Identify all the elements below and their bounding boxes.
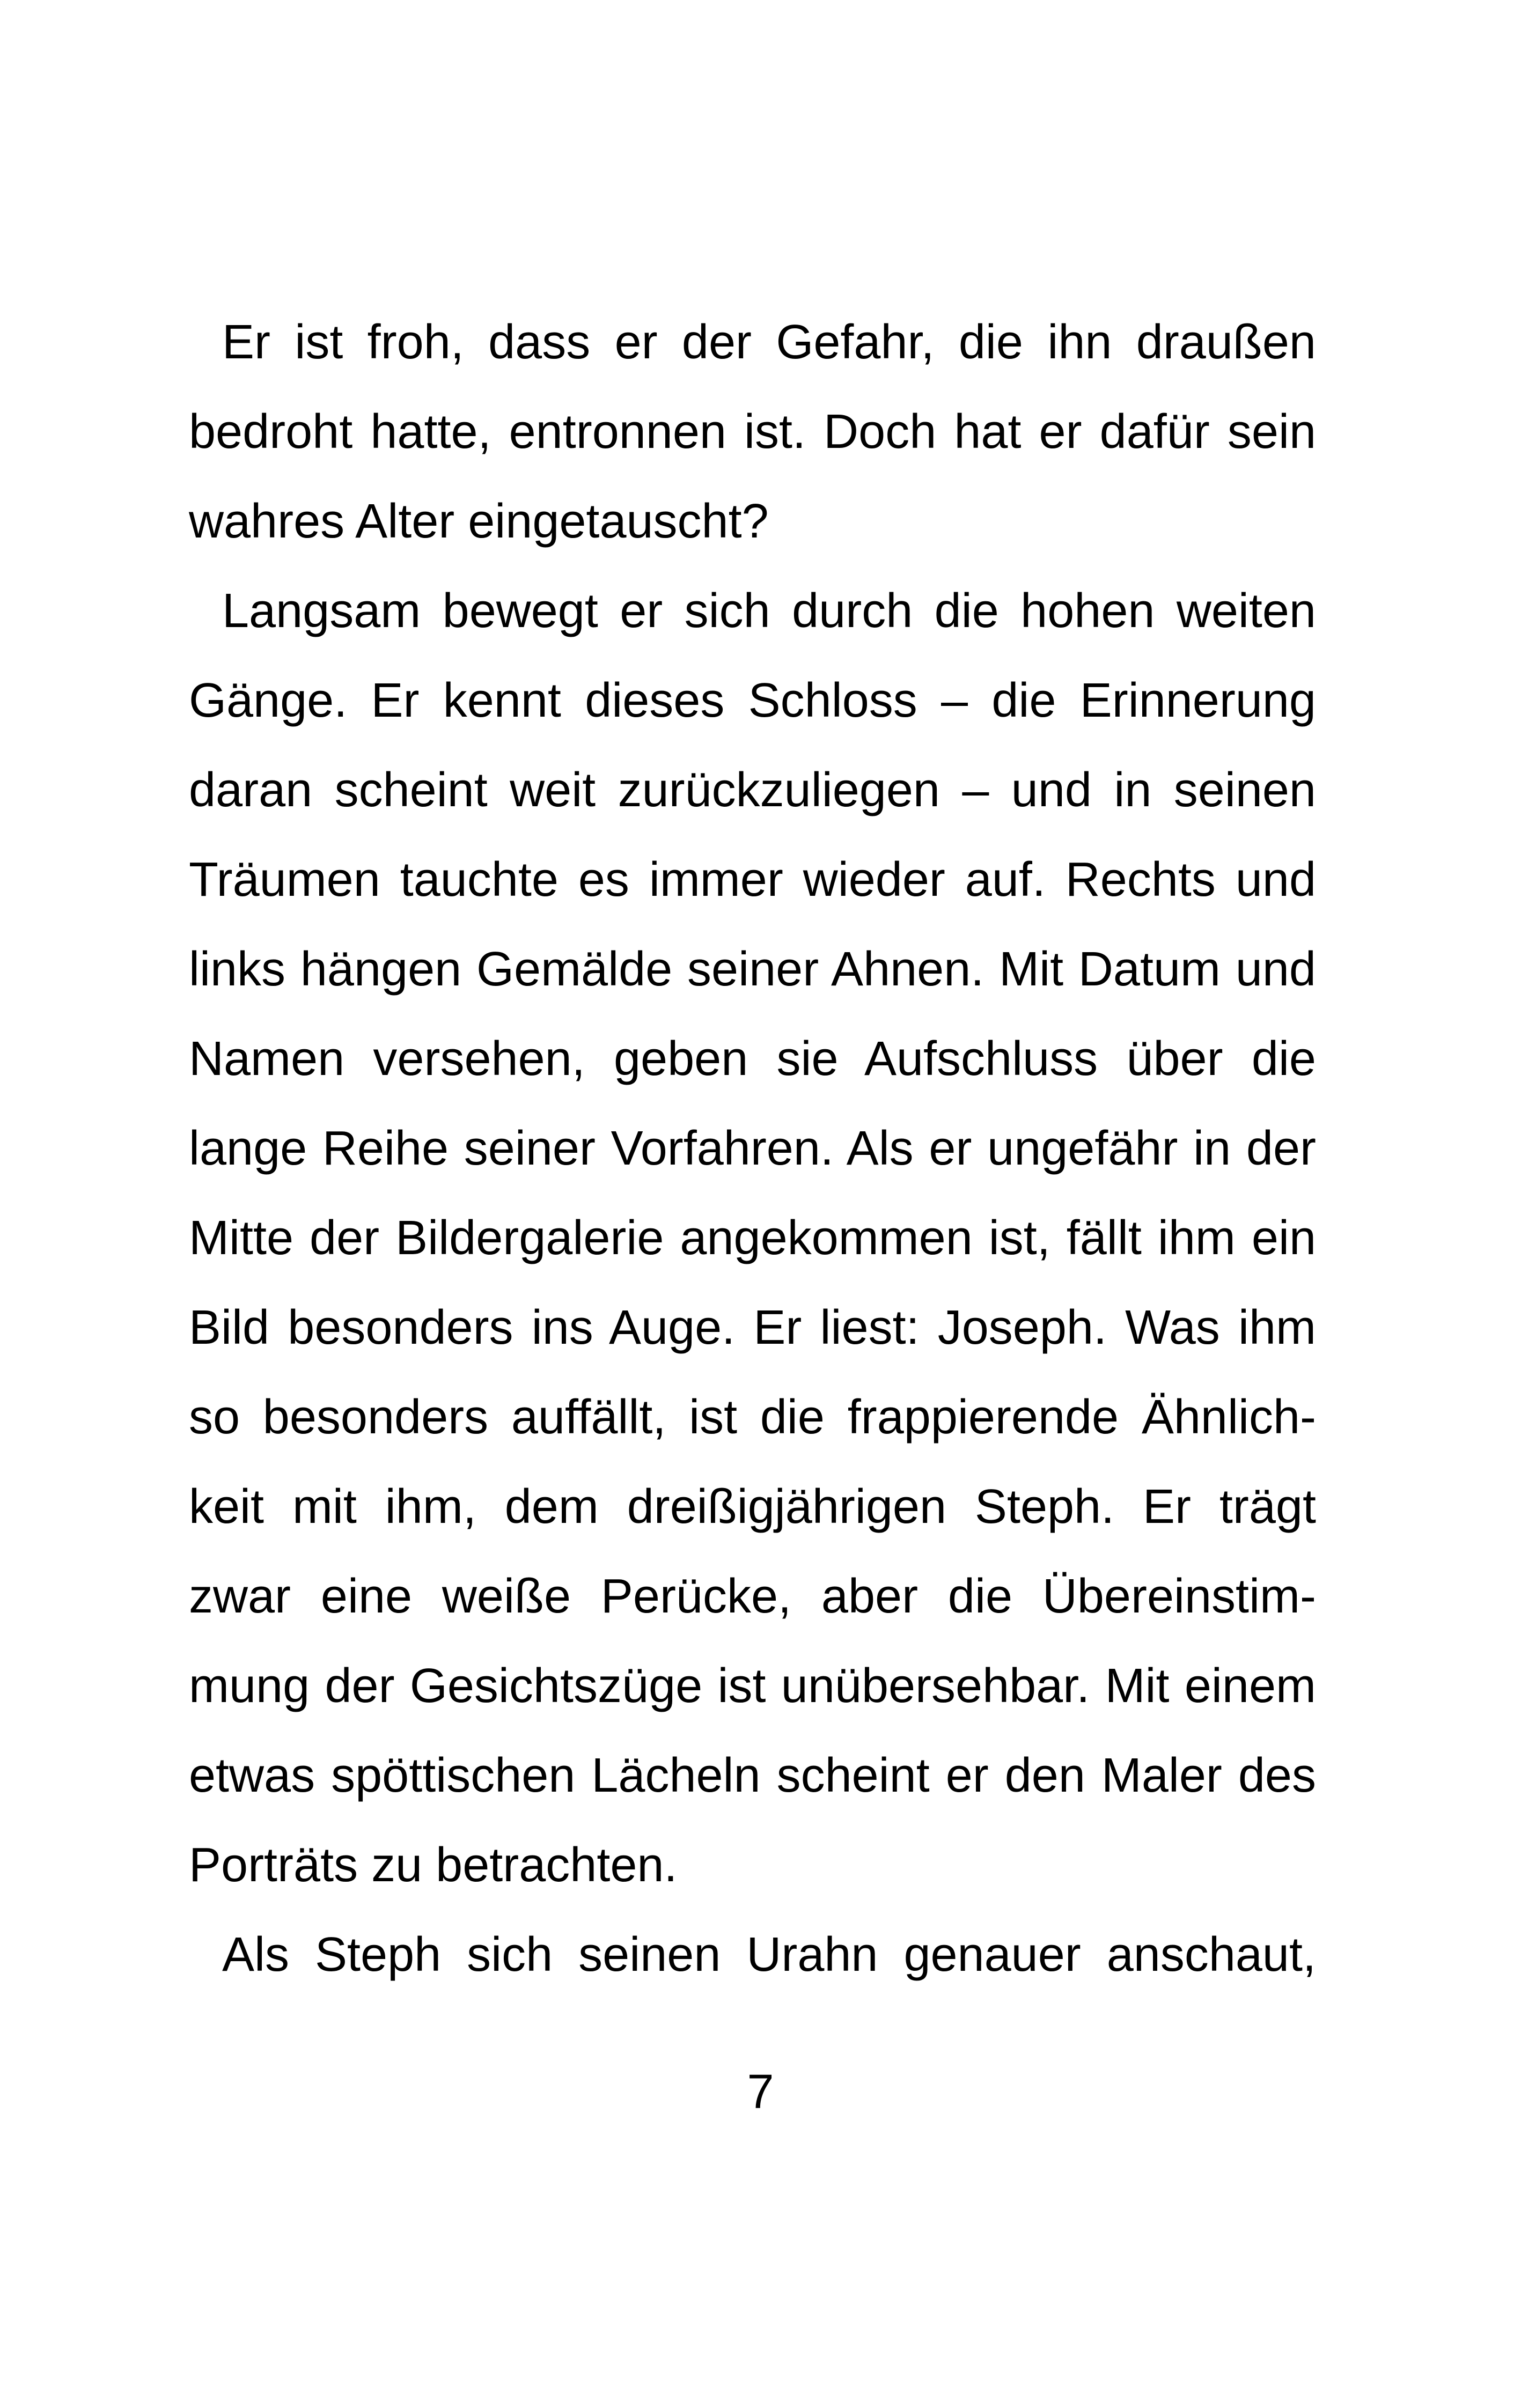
text-line: Gänge. Er kennt dieses Schloss – die Erinnerung: [189, 674, 1316, 727]
text-line: Langsam bewegt er sich durch die hohen weiten: [222, 584, 1316, 638]
text-line: links hängen Gemälde seiner Ahnen. Mit Datum und: [189, 942, 1316, 996]
text-line: lange Reihe seiner Vorfahren. Als er ungefähr in der: [189, 1122, 1316, 1175]
text-line: keit mit ihm, dem dreißigjährigen Steph. Er trägt: [189, 1480, 1316, 1534]
body-text: [189, 298, 1316, 2000]
text-line: Mitte der Bildergalerie angekommen ist, fällt ihm ein: [189, 1211, 1316, 1265]
text-line: Träumen tauchte es immer wieder auf. Rechts und: [189, 853, 1316, 907]
text-line: etwas spöttischen Lächeln scheint er den Maler des: [189, 1749, 1316, 1802]
page-number: 7: [747, 2065, 774, 2119]
text-line: Porträts zu betrachten.: [189, 1838, 678, 1892]
text-line: so besonders auffällt, ist die frappierende Ähnlich-: [189, 1390, 1316, 1444]
text-line: Bild besonders ins Auge. Er liest: Joseph. Was ihm: [189, 1301, 1316, 1354]
text-line: daran scheint weit zurückzuliegen – und in seinen: [189, 763, 1316, 817]
text-line: Er ist froh, dass er der Gefahr, die ihn draußen: [222, 315, 1316, 369]
text-line: wahres Alter eingetauscht?: [189, 495, 769, 548]
text-line: Namen versehen, geben sie Aufschluss über die: [189, 1032, 1316, 1086]
text-line: bedroht hatte, entronnen ist. Doch hat er dafür sein: [189, 405, 1316, 459]
text-line: mung der Gesichtszüge ist unübersehbar. Mit einem: [189, 1659, 1316, 1713]
text-line: Als Steph sich seinen Urahn genauer anschaut,: [222, 1928, 1316, 1982]
text-line: zwar eine weiße Perücke, aber die Übereinstim-: [189, 1570, 1316, 1623]
